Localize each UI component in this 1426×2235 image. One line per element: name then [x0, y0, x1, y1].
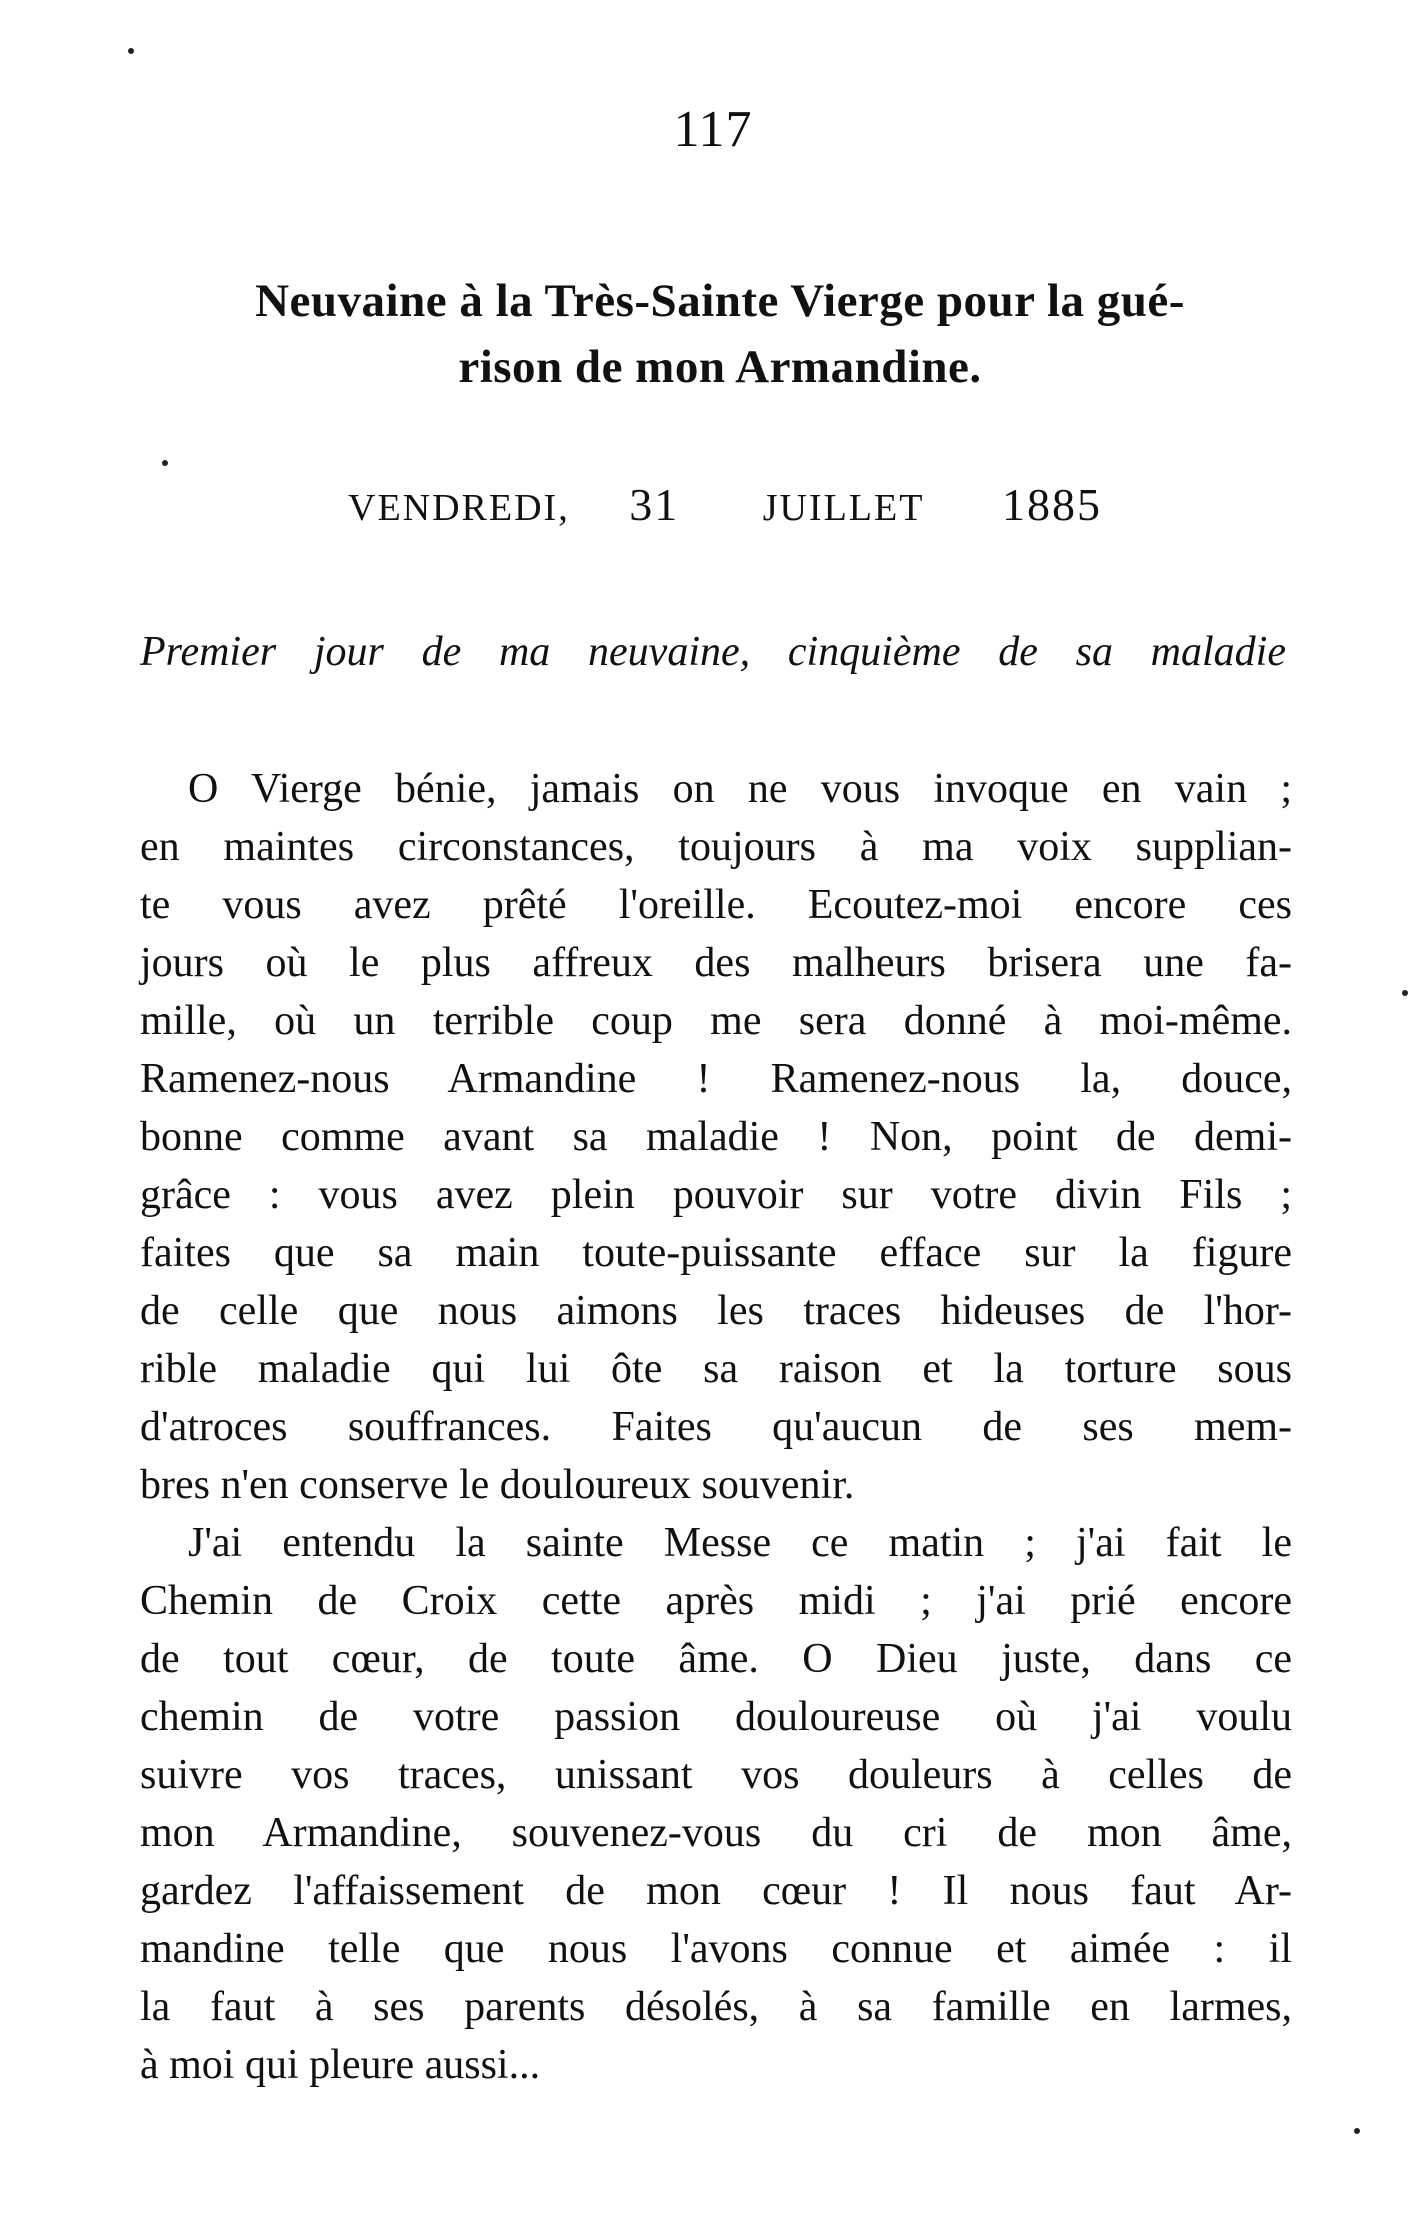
text-line: jours où le plus affreux des malheurs brisera une fa-	[140, 940, 1292, 986]
subtitle: Premier jour de ma neuvaine, cinquième de sa maladie	[140, 629, 1286, 675]
text-line: bres n'en conserve le douloureux souvenir.	[140, 1462, 855, 1508]
text-line: mon Armandine, souvenez-vous du cri de mon âme,	[140, 1810, 1292, 1856]
text-line: en maintes circonstances, toujours à ma voix supplian-	[140, 824, 1292, 870]
date-day: VENDREDI,	[348, 487, 570, 529]
text-line: gardez l'affaissement de mon cœur ! Il nous faut Ar-	[140, 1868, 1292, 1914]
text-line: de tout cœur, de toute âme. O Dieu juste, dans ce	[140, 1636, 1292, 1682]
text-line: bonne comme avant sa maladie ! Non, point de demi-	[140, 1114, 1292, 1160]
scan-speck	[1402, 990, 1408, 996]
text-line: grâce : vous avez plein pouvoir sur votre divin Fils ;	[140, 1172, 1292, 1218]
title-line-2: rison de mon Armandine.	[458, 341, 982, 393]
date-year: 1885	[1001, 479, 1102, 530]
text-line: rible maladie qui lui ôte sa raison et la torture sous	[140, 1346, 1292, 1392]
text-line: d'atroces souffrances. Faites qu'aucun de ses mem-	[140, 1404, 1292, 1450]
text-line: mille, où un terrible coup me sera donné à moi-même.	[140, 998, 1292, 1044]
page-number: 117	[673, 101, 753, 158]
title-line-1: Neuvaine à la Très-Sainte Vierge pour la gué-	[255, 275, 1185, 327]
text-line: mandine telle que nous l'avons connue et aimée : il	[140, 1926, 1292, 1972]
text-line: suivre vos traces, unissant vos douleurs à celles de	[140, 1752, 1292, 1798]
text-line: de celle que nous aimons les traces hideuses de l'hor-	[140, 1288, 1292, 1334]
text-line: faites que sa main toute-puissante efface sur la figure	[140, 1230, 1292, 1276]
body-text	[140, 760, 1292, 2094]
text-line: te vous avez prêté l'oreille. Ecoutez-moi encore ces	[140, 882, 1292, 928]
chapter-title	[140, 268, 1300, 400]
date-month: JUILLET	[762, 487, 925, 529]
text-line: à moi qui pleure aussi...	[140, 2042, 541, 2088]
scan-speck	[162, 460, 168, 466]
scan-speck	[1354, 2128, 1360, 2134]
text-line: O Vierge bénie, jamais on ne vous invoque en vain ;	[188, 766, 1292, 812]
date-heading	[348, 478, 1102, 531]
text-line: J'ai entendu la sainte Messe ce matin ; j'ai fait le	[188, 1520, 1292, 1566]
date-number: 31	[629, 479, 680, 530]
text-line: Ramenez-nous Armandine ! Ramenez-nous la, douce,	[140, 1056, 1292, 1102]
text-line: Chemin de Croix cette après midi ; j'ai prié encore	[140, 1578, 1292, 1624]
scan-speck	[128, 48, 134, 54]
text-line: la faut à ses parents désolés, à sa famille en larmes,	[140, 1984, 1292, 2030]
text-line: chemin de votre passion douloureuse où j'ai voulu	[140, 1694, 1292, 1740]
